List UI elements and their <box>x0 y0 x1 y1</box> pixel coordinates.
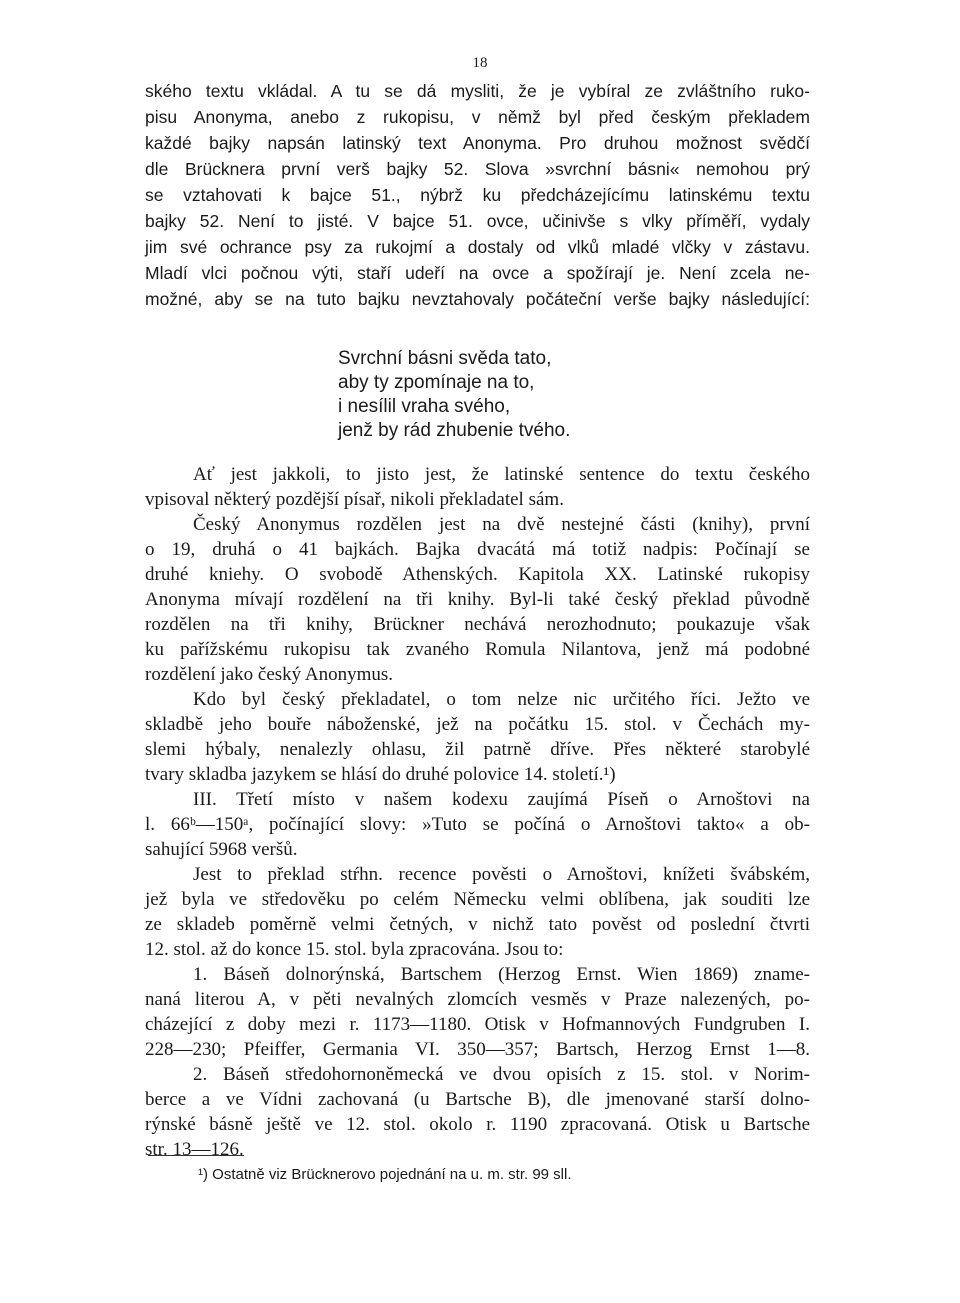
text-line: slemi hýbaly, nenalezly ohlasu, žil patrně dříve. Přes některé starobylé <box>145 739 810 760</box>
footnote: ¹) Ostatně viz Brücknerovo pojednání na u. m. str. 99 sll. <box>198 1166 572 1183</box>
text-line: rozdělen na tři knihy, Brückner nechává nerozhodnuto; poukazuje však <box>145 614 810 635</box>
verse-line: aby ty zpomínaje na to, <box>338 372 535 393</box>
text-line: str. 13—126. <box>145 1139 244 1160</box>
text-line: naná literou A, v pěti nevalných zlomcích vesměs v Praze nalezených, po- <box>145 989 810 1010</box>
verse-line: Svrchní básni svěda tato, <box>338 348 552 369</box>
text-line: druhé kniehy. O svobodě Athenských. Kapitola XX. Latinské rukopisy <box>145 564 810 585</box>
text-line: každé bajky napsán latinský text Anonyma. Pro druhou možnost svědčí <box>145 133 810 153</box>
text-line: rýnské básně ještě ve 12. stol. okolo r. 1190 zpracovaná. Otisk u Bartsche <box>145 1114 810 1135</box>
text-line: skladbě jeho bouře náboženské, jež na počátku 15. stol. v Čechách my- <box>145 714 810 735</box>
text-line: o 19, druhá o 41 bajkách. Bajka dvacátá má totiž nadpis: Počínají se <box>145 539 810 560</box>
page-number: 18 <box>472 55 488 71</box>
text-line: dle Brücknera první verš bajky 52. Slova »svrchní básni« nemohou prý <box>145 159 810 179</box>
text-line: 12. stol. až do konce 15. stol. byla zpracována. Jsou to: <box>145 939 564 960</box>
text-line: ku pařížskému rukopisu tak zvaného Romula Nilantova, jenž má podobné <box>145 639 810 660</box>
text-line: Kdo byl český překladatel, o tom nelze nic určitého říci. Ježto ve <box>193 689 810 710</box>
text-line: 1. Báseň dolnorýnská, Bartschem (Herzog Ernst. Wien 1869) zname- <box>193 964 810 985</box>
text-line: Anonyma mívají rozdělení na tři knihy. Byl-li také český překlad původně <box>145 589 810 610</box>
verse-line: i nesílil vraha svého, <box>338 396 511 417</box>
text-line: l. 66ᵇ—150ᵃ, počínající slovy: »Tuto se počíná o Arnoštovi takto« a ob- <box>145 814 810 835</box>
text-line: 228—230; Pfeiffer, Germania VI. 350—357; Bartsch, Herzog Ernst 1—8. <box>145 1039 810 1060</box>
text-line: jež byla ve středověku po celém Německu velmi oblíbena, jak souditi lze <box>145 889 810 910</box>
text-line: berce a ve Vídni zachovaná (u Bartsche B), dle jmenované starší dolno- <box>145 1089 810 1110</box>
text-line: 2. Báseň středohornoněmecká ve dvou opisích z 15. stol. v Norim- <box>193 1064 810 1085</box>
text-line: možné, aby se na tuto bajku nevztahovaly počáteční verše bajky následující: <box>145 289 810 309</box>
verse-line: jenž by rád zhubenie tvého. <box>338 420 571 441</box>
footnote-divider <box>148 1155 244 1156</box>
text-line: vpisoval některý pozdější písař, nikoli překladatel sám. <box>145 489 564 510</box>
text-line: Ať jest jakkoli, to jisto jest, že latinské sentence do textu českého <box>193 464 810 485</box>
text-line: Jest to překlad stŕhn. recence pověsti o Arnoštovi, knížeti švábském, <box>193 864 810 885</box>
text-line: ského textu vkládal. A tu se dá mysliti, že je vybíral ze zvláštního ruko- <box>145 81 810 101</box>
text-line: sahující 5968 veršů. <box>145 839 298 860</box>
text-line: jim své ochrance psy za rukojmí a dostaly od vlků mladé vlčky v zástavu. <box>145 237 810 257</box>
text-line: ze skladeb poměrně velmi četných, v nichž tato pověst od poslední čtvrti <box>145 914 810 935</box>
text-line: III. Třetí místo v našem kodexu zaujímá Píseň o Arnoštovi na <box>193 789 810 810</box>
text-line: se vztahovati k bajce 51., nýbrž ku předcházejícímu latinskému textu <box>145 185 810 205</box>
text-line: pisu Anonyma, anebo z rukopisu, v němž byl před českým překladem <box>145 107 810 127</box>
text-line: tvary skladba jazykem se hlásí do druhé polovice 14. století.¹) <box>145 764 616 785</box>
text-line: bajky 52. Není to jisté. V bajce 51. ovce, učinivše s vlky příměří, vydaly <box>145 211 810 231</box>
text-line: rozdělení jako český Anonymus. <box>145 664 394 685</box>
text-line: Český Anonymus rozdělen jest na dvě nestejné části (knihy), první <box>193 514 810 535</box>
text-line: Mladí vlci počnou výti, staří udeří na ovce a spožírají je. Není zcela ne- <box>145 263 810 283</box>
text-line: cházející z doby mezi r. 1173—1180. Otisk v Hofmannových Fundgruben I. <box>145 1014 810 1035</box>
